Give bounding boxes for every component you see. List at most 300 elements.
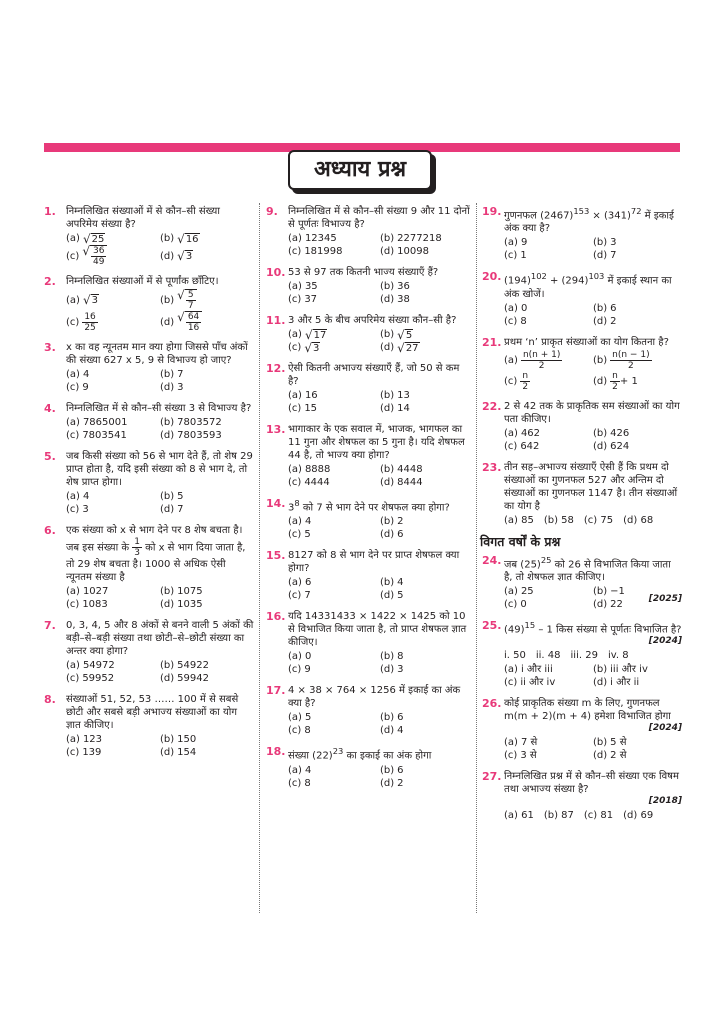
option-value: 7	[177, 369, 184, 380]
option-letter: (a)	[66, 369, 80, 380]
option-value: 0	[304, 651, 312, 663]
square-root	[177, 289, 196, 311]
option-value: 3 से	[520, 750, 537, 762]
option-letter: (b)	[380, 390, 395, 401]
option-value: 5	[177, 491, 184, 502]
options-grid	[288, 232, 472, 258]
question	[44, 205, 254, 267]
option-letter: (b)	[160, 660, 175, 671]
option-letter: (d)	[160, 382, 175, 393]
question-number: 14.	[266, 497, 286, 510]
question-number: 4.	[44, 402, 56, 415]
option-letter: (c)	[504, 375, 518, 387]
option-value: 7865001	[82, 417, 128, 428]
numerator: 64	[187, 312, 200, 322]
question-number: 19.	[482, 205, 502, 218]
radicand	[185, 311, 202, 333]
denominator: 16	[187, 323, 200, 333]
radical-sign: √	[177, 288, 185, 302]
option	[66, 245, 160, 267]
question-text: निम्नलिखित में से कौन–सी संख्या 9 और 11 दोनों से पूर्णतः विभाज्य है?	[288, 206, 470, 230]
option-letter: (c)	[504, 250, 518, 262]
option	[66, 672, 160, 685]
option-letter: (b)	[160, 369, 175, 380]
question-number: 2.	[44, 275, 56, 288]
option	[380, 402, 472, 415]
options-row	[504, 809, 682, 822]
option-letter: (b)	[593, 427, 608, 439]
option	[593, 440, 682, 453]
option-letter: (b)	[380, 764, 395, 776]
option-value: 7803541	[82, 430, 127, 441]
option-letter: (c)	[288, 664, 302, 676]
option-letter: (b)	[160, 294, 175, 306]
option-value: 13	[397, 390, 410, 401]
numerator: n	[522, 370, 529, 381]
option	[160, 245, 254, 267]
fraction	[186, 312, 201, 333]
option	[380, 389, 472, 402]
option-letter: (d)	[380, 664, 395, 676]
option	[380, 528, 472, 541]
option-letter: (d)	[160, 747, 175, 758]
option	[160, 490, 254, 503]
option-letter: (c)	[288, 246, 302, 257]
options-grid	[504, 350, 682, 392]
option-letter: (d)	[160, 673, 175, 684]
question	[266, 423, 472, 489]
question-text: प्रथम ‘n’ प्राकृत संख्याओं का योग कितना है?	[504, 336, 669, 348]
question-number: 1.	[44, 205, 56, 218]
option-letter: (c)	[504, 440, 518, 452]
option	[504, 249, 593, 262]
option-value: 35	[304, 281, 318, 292]
option-value: 181998	[304, 246, 343, 257]
option	[380, 328, 472, 341]
option	[288, 389, 380, 402]
option-letter: (b)	[593, 237, 608, 249]
option-letter: (b)	[380, 281, 395, 292]
question-text: 2 से 42 तक के प्राकृतिक सम संख्याओं का योग पता कीजिए।	[504, 400, 680, 425]
option	[160, 381, 254, 394]
option	[380, 589, 472, 602]
question-number: 3.	[44, 341, 56, 354]
option	[66, 429, 160, 442]
option	[288, 232, 380, 245]
column-1	[44, 205, 254, 767]
option-value: 3	[610, 237, 617, 249]
question-text: भागाकार के एक सवाल में, भाजक, भागफल का 11 गुना और शेषफल का 5 गुना है। यदि शेषफल 44 है, तो भाज्य क्या होगा?	[288, 424, 465, 461]
question-text: कोई प्राकृतिक संख्या m के लिए, गुणनफल m(m + 2)(m + 4) हमेशा विभाजित होगा	[504, 698, 671, 723]
options-grid	[288, 576, 472, 602]
option-letter: (a)	[504, 427, 518, 439]
option-letter: (c)	[66, 673, 80, 684]
option	[380, 463, 472, 476]
option-letter: (c)	[288, 294, 302, 305]
question-text: निम्नलिखित प्रश्न में से कौन–सी संख्या एक विषम तथा अभाज्य संख्या है?	[504, 771, 679, 796]
option-letter: (d)	[593, 598, 608, 610]
fraction	[186, 290, 196, 311]
option-letter: (b)	[593, 302, 608, 314]
option-value: 9	[304, 664, 311, 676]
option	[160, 733, 254, 746]
option-letter: (b)	[380, 516, 395, 528]
option	[504, 663, 593, 676]
option-value: 4	[82, 369, 90, 380]
question-number: 12.	[266, 362, 286, 375]
option-value: 5	[397, 590, 404, 602]
radical-sign: √	[304, 340, 312, 355]
option-value: 624	[610, 440, 630, 452]
option-letter: (d)	[380, 294, 395, 305]
question	[482, 554, 682, 611]
option-value: 37	[304, 294, 318, 305]
question-text: 8127 को 8 से भाग देने पर प्राप्त शेषफल क्या होगा?	[288, 550, 460, 575]
option-letter: (a)	[288, 651, 302, 663]
option-letter: (c)	[504, 598, 518, 610]
radicand: 3	[312, 342, 320, 354]
option-value: 15	[304, 403, 318, 414]
option	[504, 749, 593, 762]
question-text: 0, 3, 4, 5 और 8 अंकों से बनने वाली 5 अंकों की बड़ी–से–बड़ी संख्या तथा छोटी–से–छोटी संख्या का अन्तर क्या होगा?	[66, 620, 254, 657]
numerator: n(n − 1)	[612, 349, 650, 360]
fraction	[610, 350, 651, 371]
option	[593, 736, 682, 749]
option	[66, 416, 160, 429]
question-text: 3 और 5 के बीच अपरिमेय संख्या कौन–सी है?	[288, 315, 457, 326]
option	[288, 777, 380, 790]
options-grid	[288, 328, 472, 354]
option-letter: (c)	[504, 750, 518, 762]
radical-sign: √	[177, 310, 185, 324]
exam-year: [2018]	[648, 796, 682, 807]
question-number: 7.	[44, 619, 56, 632]
options-grid	[504, 302, 682, 328]
numerator: 16	[84, 311, 96, 322]
option-letter: (a)	[288, 712, 302, 724]
question-number: 17.	[266, 684, 286, 698]
option	[288, 402, 380, 415]
option-letter: (a)	[504, 354, 518, 366]
option-letter: (a)	[288, 464, 302, 475]
option-value: 150	[177, 734, 197, 745]
option-letter: (c)	[66, 430, 80, 441]
option-letter: (b)	[380, 712, 395, 724]
option-value: 462	[520, 427, 541, 439]
option-value: 8	[520, 315, 527, 327]
option-value: 12345	[304, 233, 337, 244]
radicand	[185, 289, 197, 311]
fraction	[82, 312, 97, 333]
option-letter: (d)	[380, 777, 395, 789]
option-letter: (d)	[380, 529, 395, 541]
statement: iii. 29	[570, 650, 598, 662]
option-letter: (d)	[593, 440, 608, 452]
option-value: 2277218	[397, 233, 442, 244]
option-value: 8444	[397, 477, 423, 488]
denominator: 7	[187, 301, 194, 311]
option	[593, 236, 682, 249]
option-letter: (b)	[380, 464, 395, 475]
question-number: 13.	[266, 423, 286, 436]
option-value: 123	[82, 734, 103, 745]
question	[266, 314, 472, 354]
option	[66, 368, 160, 381]
option	[593, 676, 682, 689]
option	[380, 280, 472, 293]
option	[504, 585, 593, 598]
option-value: 4448	[397, 464, 423, 475]
option-value: 4	[397, 725, 404, 737]
option-letter: (b)	[160, 586, 175, 597]
option-value: 5	[304, 712, 312, 724]
option-letter: (d)	[593, 750, 608, 762]
option-value: 59952	[82, 673, 115, 684]
option-letter: (a)	[66, 233, 80, 244]
option-value: 54922	[177, 660, 209, 671]
option	[380, 232, 472, 245]
question-text: 4 × 38 × 764 × 1256 में इकाई का अंक क्या है?	[288, 685, 461, 710]
options-grid	[66, 368, 254, 394]
option	[66, 659, 160, 672]
options-grid	[288, 463, 472, 489]
option-value: 5 से	[610, 737, 627, 749]
option-letter: (c)	[66, 747, 80, 758]
question-text: $(49)^{15} - 1$ किस संख्या से पूर्णतः विभाजित है?	[504, 619, 682, 636]
question-number: 27.	[482, 770, 502, 784]
option	[288, 341, 380, 354]
exponent: 15	[524, 619, 536, 630]
question	[266, 497, 472, 541]
option-letter: (c)	[66, 599, 80, 610]
option	[593, 427, 682, 440]
options-grid	[288, 515, 472, 541]
option	[66, 232, 160, 245]
square-root	[305, 329, 327, 341]
option	[504, 371, 593, 392]
option-value: 4444	[304, 477, 330, 488]
question-text: निम्नलिखित संख्याओं में से कौन–सी संख्या अपरिमेय संख्या है?	[66, 206, 220, 230]
option-letter: (c)	[288, 403, 302, 414]
square-root	[82, 245, 107, 267]
question-number: 11.	[266, 314, 286, 327]
option	[504, 302, 593, 315]
options-grid	[504, 236, 682, 262]
option-value: 426	[610, 427, 630, 439]
option	[504, 315, 593, 328]
option-value: 16	[304, 390, 318, 401]
option-value: 7	[610, 250, 617, 262]
option	[160, 598, 254, 611]
option-letter: (b)	[593, 737, 608, 749]
option-letter: (b)	[160, 734, 175, 745]
denominator: 3	[134, 548, 140, 558]
option	[160, 232, 254, 245]
option	[288, 463, 380, 476]
option-letter: (b)	[160, 491, 175, 502]
question-text: ऐसी कितनी अभाज्य संख्याएँ हैं, जो 50 से कम है?	[288, 363, 460, 387]
option	[66, 598, 160, 611]
option	[66, 585, 160, 598]
radical-sign: √	[82, 231, 91, 246]
option-letter: (a)	[288, 390, 302, 401]
option-value: 2	[397, 777, 404, 789]
question-number: 10.	[266, 266, 286, 279]
option-value: 6	[397, 529, 404, 541]
option-value: 1075	[177, 586, 203, 597]
option	[288, 245, 380, 258]
option-letter: (b)	[380, 329, 395, 340]
option-letter: (a)	[288, 281, 302, 292]
option	[380, 576, 472, 589]
option-letter: (a)	[288, 764, 302, 776]
question	[44, 341, 254, 394]
option	[288, 328, 380, 341]
square-root	[83, 294, 99, 306]
question	[266, 745, 472, 789]
option: (b) 87	[543, 810, 574, 822]
question	[266, 205, 472, 258]
option	[504, 236, 593, 249]
denominator: 2	[522, 381, 529, 392]
option	[160, 429, 254, 442]
option	[504, 736, 593, 749]
option	[380, 245, 472, 258]
radicand: 27	[405, 342, 419, 354]
option-letter: (b)	[593, 664, 608, 676]
options-grid	[288, 764, 472, 790]
option	[593, 249, 682, 262]
option-letter: (d)	[593, 315, 608, 327]
radicand: 25	[91, 233, 105, 245]
option	[380, 341, 472, 354]
option-letter: (d)	[160, 316, 175, 328]
radical-sign: √	[304, 327, 313, 342]
square-root	[177, 250, 193, 262]
option-value: 139	[82, 747, 102, 758]
option	[504, 350, 593, 371]
option	[504, 676, 593, 689]
question-number: 22.	[482, 399, 502, 413]
question	[44, 619, 254, 685]
question-number: 6.	[44, 524, 56, 537]
option	[66, 311, 160, 333]
exam-year: [2024]	[648, 723, 682, 734]
option	[66, 733, 160, 746]
option-value: 2	[397, 516, 404, 528]
option	[160, 311, 254, 333]
option-value: 642	[520, 440, 540, 452]
option-value: i और ii	[610, 677, 640, 689]
option-letter: (a)	[66, 734, 80, 745]
option-value: 2 से	[610, 750, 627, 762]
fraction	[520, 371, 530, 392]
option	[288, 724, 380, 737]
option: (d) 68	[623, 514, 654, 526]
radicand: 16	[185, 233, 199, 245]
option-letter: (c)	[288, 590, 302, 602]
option-suffix: + 1	[619, 375, 638, 387]
option	[593, 302, 682, 315]
option: (c) 75	[583, 514, 614, 526]
question-text: $3^8$ को 7 से भाग देने पर शेषफल क्या होगा?	[288, 498, 450, 514]
chapter-title: अध्याय प्रश्न	[288, 150, 432, 190]
question-text: निम्नलिखित संख्याओं में से पूर्णांक छाँटिए।	[66, 276, 219, 287]
statement: iv. 8	[607, 650, 629, 662]
question-number: 15.	[266, 549, 286, 563]
options-grid	[66, 416, 254, 442]
question-number: 8.	[44, 693, 56, 706]
column-2	[266, 205, 472, 798]
option-value: 4	[304, 516, 312, 528]
option-letter: (c)	[504, 677, 518, 689]
exam-year: [2024]	[648, 636, 682, 647]
option-value: 1	[520, 250, 527, 262]
column-divider	[476, 203, 477, 913]
exponent: 103	[588, 271, 605, 282]
option	[288, 589, 380, 602]
square-root	[397, 342, 419, 354]
question-text: x का वह न्यूनतम मान क्या होगा जिससे पाँच अंकों की संख्या 627 x 5, 9 से विभाज्य हो जाए?	[66, 342, 248, 366]
question	[482, 400, 682, 453]
section-heading: विगत वर्षों के प्रश्न	[480, 533, 561, 549]
question-number: 9.	[266, 205, 278, 218]
option	[288, 528, 380, 541]
question-number: 24.	[482, 553, 502, 567]
option-letter: (d)	[593, 375, 608, 387]
question-text: $(194)^{102} + (294)^{103}$ में इकाई स्थान का अंक खोजें।	[504, 271, 672, 300]
question-text: गुणनफल $(2467)^{153} \times (341)^{72}$ में इकाई अंक क्या है?	[504, 206, 674, 235]
question	[266, 684, 472, 737]
option	[160, 289, 254, 311]
numerator: n(n + 1)	[522, 349, 561, 360]
option-value: −1	[610, 585, 625, 597]
options-grid	[504, 736, 682, 762]
option	[288, 663, 380, 676]
radical-sign: √	[82, 293, 91, 307]
radicand: 5	[405, 329, 413, 341]
question-text: एक संख्या को x से भाग देने पर 8 शेष बचता है। जब इस संख्या के $\frac{1}{3}$ को x से भाग दिया जाता है, तो 29 शेष बचता है। 1000 से अधिक ऐसी न्यूनतम संख्या है	[66, 525, 246, 583]
option-letter: (c)	[66, 382, 80, 393]
square-root	[304, 342, 320, 354]
options-grid	[66, 232, 254, 267]
exponent: 23	[332, 746, 344, 757]
option-letter: (a)	[66, 660, 80, 671]
statement: ii. 48	[535, 650, 561, 662]
option-letter: (d)	[593, 250, 608, 262]
exam-year: [2025]	[648, 593, 682, 604]
option	[160, 659, 254, 672]
option-letter: (b)	[593, 354, 608, 366]
option	[288, 280, 380, 293]
option-value: iii और iv	[610, 664, 648, 676]
option-value: 6	[397, 712, 404, 724]
option	[288, 293, 380, 306]
option-letter: (d)	[160, 599, 175, 610]
numerator: n	[612, 370, 618, 381]
question	[482, 619, 682, 689]
exponent: 25	[540, 554, 552, 565]
question	[266, 266, 472, 306]
option	[380, 764, 472, 777]
option-letter: (a)	[504, 237, 518, 249]
options-grid	[66, 289, 254, 333]
option-value: 6	[304, 577, 312, 589]
question-number: 23.	[482, 460, 502, 474]
option	[593, 350, 682, 371]
option	[380, 724, 472, 737]
option-value: 0	[520, 598, 527, 610]
